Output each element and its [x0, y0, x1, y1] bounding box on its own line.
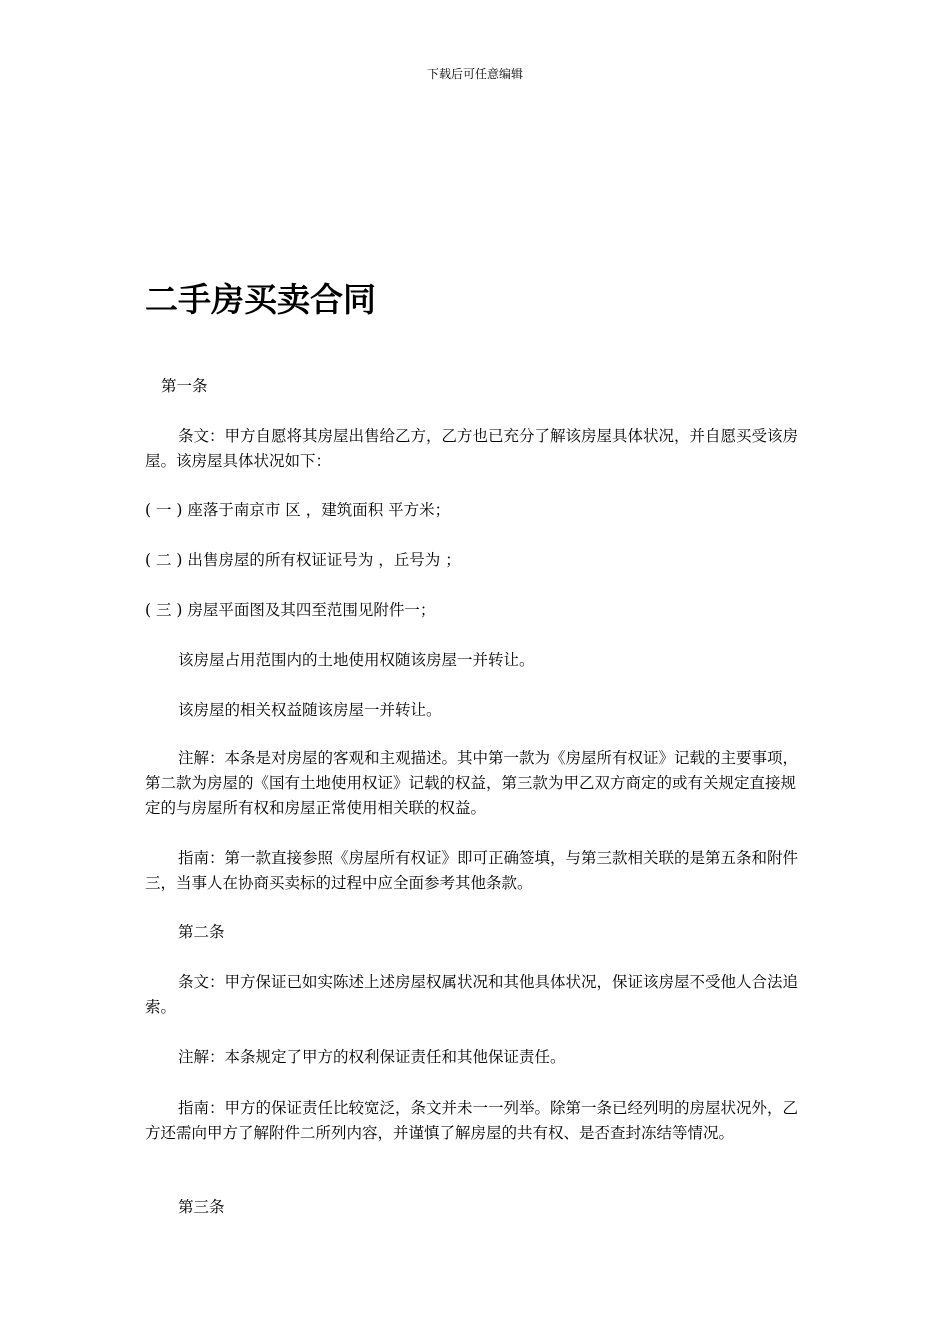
article-1-item-3: ( 三 ) 房屋平面图及其四至范围见附件一； [145, 601, 436, 619]
article-1-item-1: ( 一 ) 座落于南京市 区 ，建筑面积 平方米； [145, 501, 451, 519]
article-2-text: 条文：甲方保证已如实陈述上述房屋权属状况和其他具体状况，保证该房屋不受他人合法追索。 [145, 973, 799, 1016]
article-1-guide: 指南：第一款直接参照《房屋所有权证》即可正确签填，与第三款相关联的是第五条和附件三，当事人在协商买卖标的过程中应全面参考其他条款。 [145, 849, 799, 892]
page-header-note: 下载后可任意编辑 [426, 67, 523, 81]
article-1-land-clause: 该房屋占用范围内的土地使用权随该房屋一并转让。 [178, 651, 535, 669]
article-1-item-2: ( 二 ) 出售房屋的所有权证证号为 ，丘号为 ； [145, 551, 461, 569]
document-title: 二手房买卖合同 [145, 280, 376, 319]
article-1-heading: 第一条 [161, 377, 208, 395]
article-1-text: 条文：甲方自愿将其房屋出售给乙方，乙方也已充分了解该房屋具体状况，并自愿买受该房屋。该房屋具体状况如下： [145, 427, 799, 470]
article-2-heading: 第二条 [178, 923, 225, 941]
article-1-rights-clause: 该房屋的相关权益随该房屋一并转让。 [178, 701, 442, 719]
article-3-heading: 第三条 [178, 1198, 225, 1216]
article-1-note: 注解：本条是对房屋的客观和主观描述。其中第一款为《房屋所有权证》记载的主要事项，第二款为房屋的《国有土地使用权证》记载的权益，第三款为甲乙双方商定的或有关规定直接规定的与房屋所有权和房屋正常使用相关联的权益。 [145, 749, 799, 817]
article-2-guide: 指南：甲方的保证责任比较宽泛，条文并未一一列举。除第一条已经列明的房屋状况外，乙方还需向甲方了解附件二所列内容，并谨慎了解房屋的共有权、是否查封冻结等情况。 [145, 1099, 799, 1142]
article-2-note: 注解：本条规定了甲方的权利保证责任和其他保证责任。 [178, 1048, 566, 1066]
